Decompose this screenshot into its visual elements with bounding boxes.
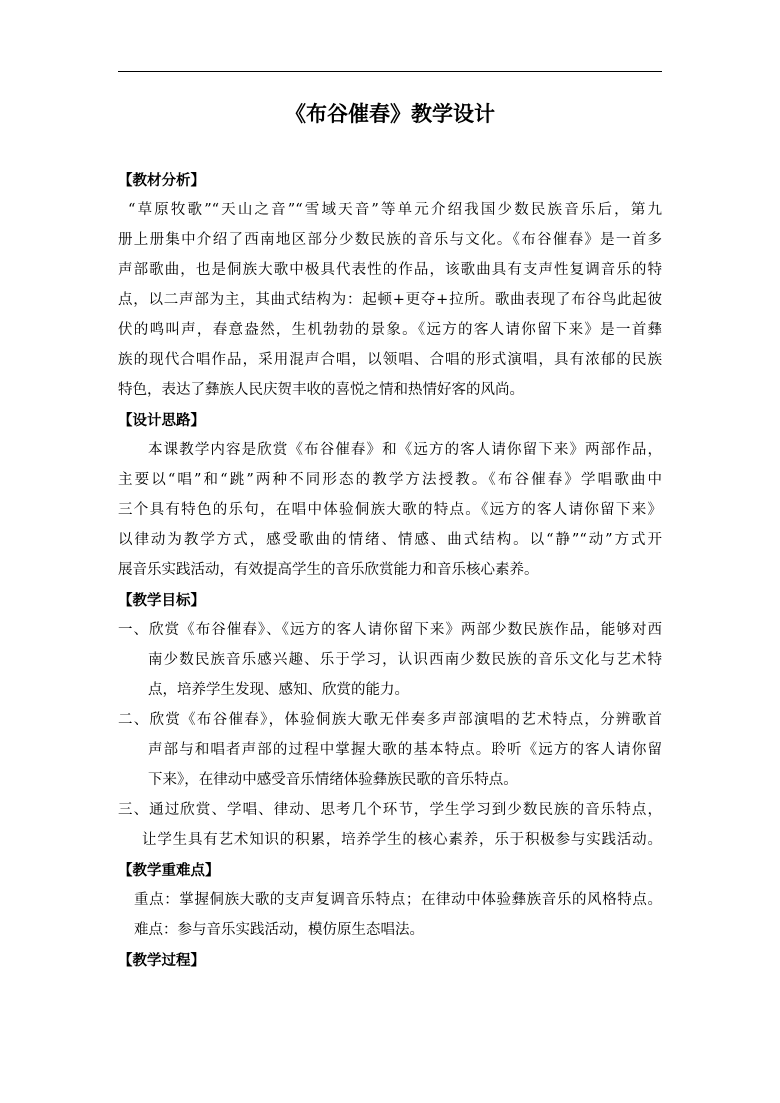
section-heading-goals: 【教学目标】 <box>118 593 205 609</box>
goal-line: 下来》，在律动中感受音乐情绪体验彝族民歌的音乐特点。 <box>148 772 518 788</box>
design-line: 本课教学内容是欣赏《布谷催春》和《远方的客人请你留下来》两部作品， <box>148 442 662 458</box>
goal-line: 南少数民族音乐感兴趣、乐于学习，认识西南少数民族的音乐文化与艺术特 <box>148 652 662 668</box>
goal-line: 声部与和唱者声部的过程中掌握大歌的基本特点。聆听《远方的客人请你留 <box>148 742 662 758</box>
section-heading-design: 【设计思路】 <box>118 413 205 429</box>
analysis-line: 族的现代合唱作品，采用混声合唱，以领唱、合唱的形式演唱，具有浓郁的民族 <box>118 352 662 368</box>
goal-item-2 <box>118 705 662 795</box>
design-line: 三个具有特色的乐句，在唱中体验侗族大歌的特点。《远方的客人请你留下来》 <box>118 502 662 518</box>
goal-item-1 <box>118 615 662 705</box>
analysis-line: 点，以二声部为主，其曲式结构为：起顿+更夺+拉所。歌曲表现了布谷鸟此起彼 <box>118 292 662 308</box>
section-heading-analysis: 【教材分析】 <box>118 173 205 189</box>
header-rule <box>118 71 662 72</box>
design-paragraph <box>118 435 662 585</box>
goal-line: 一、欣赏《布谷催春》、《远方的客人请你留下来》两部少数民族作品，能够对西 <box>118 622 662 638</box>
document-title: 《布谷催春》教学设计 <box>285 102 495 126</box>
section-heading-keypoints: 【教学重难点】 <box>118 863 220 879</box>
design-line: 以律动为教学方式，感受歌曲的情绪、情感、曲式结构。以“静”“动”方式开 <box>118 532 662 548</box>
goal-line: 让学生具有艺术知识的积累，培养学生的核心素养，乐于积极参与实践活动。 <box>142 832 662 848</box>
design-line: 主要以“唱”和“跳”两种不同形态的教学方法授教。《布谷催春》学唱歌曲中 <box>118 472 662 488</box>
design-line: 展音乐实践活动，有效提高学生的音乐欣赏能力和音乐核心素养。 <box>118 562 539 578</box>
analysis-line: 伏的鸣叫声，春意盎然，生机勃勃的景象。《远方的客人请你留下来》是一首彝 <box>118 322 662 338</box>
keypoints-paragraph <box>118 885 662 945</box>
analysis-line: 声部歌曲，也是侗族大歌中极具代表性的作品，该歌曲具有支声性复调音乐的特 <box>118 262 662 278</box>
keypoint-line: 重点：掌握侗族大歌的支声复调音乐特点；在律动中体验彝族音乐的风格特点。 <box>134 892 662 908</box>
goal-line: 二、欣赏《布谷催春》，体验侗族大歌无伴奏多声部演唱的艺术特点，分辨歌首 <box>118 712 662 728</box>
goal-line: 三、通过欣赏、学唱、律动、思考几个环节，学生学习到少数民族的音乐特点， <box>118 802 662 818</box>
goal-line: 点，培养学生发现、感知、欣赏的能力。 <box>148 682 409 698</box>
keypoint-line: 难点：参与音乐实践活动，模仿原生态唱法。 <box>134 922 424 938</box>
analysis-line: “草原牧歌”“天山之音”“雪域天音”等单元介绍我国少数民族音乐后，第九 <box>128 202 662 218</box>
analysis-line: 册上册集中介绍了西南地区部分少数民族的音乐与文化。《布谷催春》是一首多 <box>118 232 662 248</box>
goal-item-3 <box>118 795 662 855</box>
section-heading-process: 【教学过程】 <box>118 953 205 969</box>
document-body <box>118 167 662 975</box>
analysis-line: 特色，表达了彝族人民庆贺丰收的喜悦之情和热情好客的风尚。 <box>118 382 524 398</box>
analysis-paragraph <box>118 195 662 405</box>
